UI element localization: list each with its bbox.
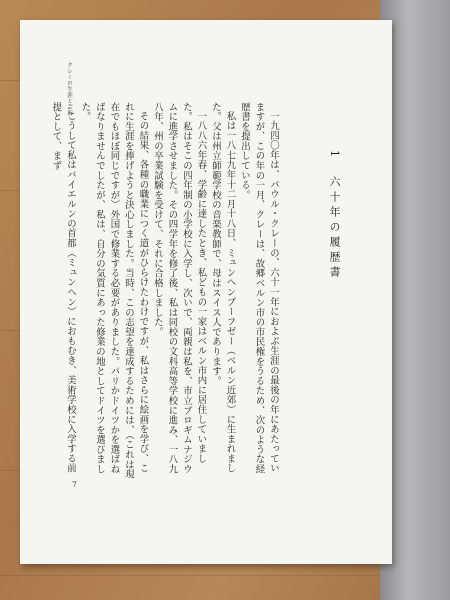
- paragraph: こうして私はバイエルンの首都（ミュンヘン）におもむき、美術学校に入学する前提として、まず: [50, 102, 76, 474]
- paragraph: 一九四〇年は、パウル・クレーの、六十一年におよぶ生涯の最後の年にあたっていますが、この年の一月、クレーは、故郷ベルン市の市民権をうるため、次のような経歴書を提出している。: [239, 102, 279, 475]
- running-head: クレーの生涯と芸術: [66, 62, 72, 116]
- page-number: 7: [72, 480, 77, 489]
- body-text: [50, 102, 280, 480]
- paragraph: その結果、各種の職業につく道がひらけたわけですが、私はさらに絵画を学び、これに生涯を捧げようと決心しました。当時、この志望を達成するためには、（これは現在でもほぼ同じですが）外国で修業する必要がありました。パリかドイツかを選ばねばなりませんでしたが、私は、自分の気質にあった修業の地としてドイツを選びました。: [79, 102, 149, 480]
- chapter-title: 1 六十年の履歴書: [328, 150, 341, 281]
- paragraph: 一八八六年春、学齢に達したとき、私どもの一家はベルン市内に居住していました。私はそこの四年制の小学校に入学し、次いで、両親は私を、市立プロギムナジウムに進学させました。その四学年を修了後、私は同校の文科高等学校に進み、一八九八年、州の卒業試験を受けて、それに合格しました。: [152, 102, 207, 475]
- paragraph: 私は一八七九年十二月十八日、ミュンヘンブーフゼー（ベルン近郊）に生まれました。父は州立師範学校の音楽教師で、母はスイス人であります。: [210, 102, 236, 474]
